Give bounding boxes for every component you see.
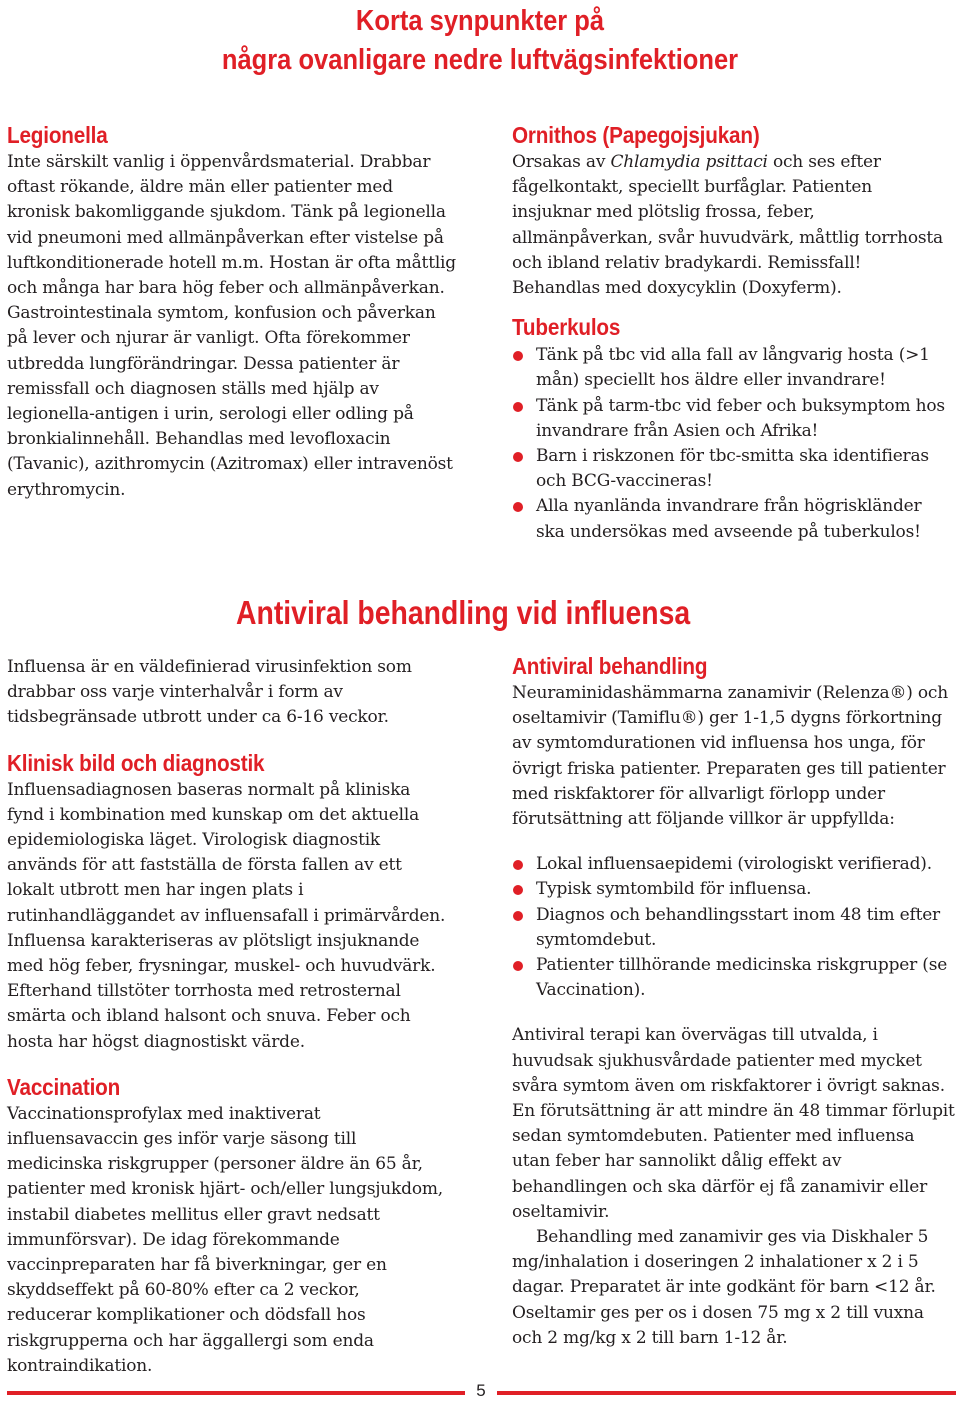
ornithos-text-after: och ses efter fågelkontakt, speciellt burfåglar. Patienten insjuknar med plötslig frossa, feber, allmänpåverkan, svår huvudvärk, måttlig torrhosta och ibland relativ bradykardi. Remissfall! Behandlas med doxycyklin (Doxyferm).: [512, 152, 943, 299]
influenza-section-title: Antiviral behandling vid influensa: [236, 594, 691, 631]
klinisk-text: Influensadiagnosen baseras normalt på kliniska fynd i kombination med kunskap om det aktuella epidemiologiska läget. Virologisk diagnostik används för att fastställa de första fallen av ett lokalt utbrott men har ingen plats i rutinhandläggandet av influensafall i primärvården. Influensa karakteriseras av plötsligt insjuknande med hög feber, frysningar, muskel- och huvudvärk. Efterhand tillstöter torrhosta med retrosternal smärta och ibland halsont och snuva. Feber och hosta har högst diagnostiskt värde.: [7, 779, 446, 1052]
klinisk-heading: Klinisk bild och diagnostik: [7, 749, 265, 776]
tuberkulos-item: Barn i riskzonen för tbc-smitta ska identifieras och BCG-vaccineras!: [512, 444, 952, 494]
antiviral-condition-item: Typisk symtombild för influensa.: [512, 877, 957, 902]
ornithos-text-before: Orsakas av: [512, 152, 611, 172]
page-title-line-2: några ovanligare nedre luftvägsinfektioner: [221, 44, 739, 76]
page-title-line-1: Korta synpunkter på: [355, 5, 605, 37]
page-title: [58, 2, 903, 80]
legionella-heading: Legionella: [7, 122, 108, 148]
vaccination-heading: Vaccination: [7, 1073, 121, 1100]
antiviral-column: [512, 652, 957, 1351]
tuberkulos-list: [512, 343, 952, 545]
antiviral-paragraph-3: Behandling med zanamivir ges via Diskhaler 5 mg/inhalation i doseringen 2 inhalationer x 2 i 5 dagar. Preparatet är inte godkänt för barn <12 år. Oseltamir ges per os i dosen 75 mg x 2 till vuxna och 2 mg/kg x 2 till barn 1-12 år.: [512, 1227, 936, 1348]
antiviral-paragraph-2: Antiviral terapi kan övervägas till utvalda, i huvudsak sjukhusvårdade patienter med mycket svåra symtom även om riskfaktorer i övrigt saknas. En förutsättning är att mindre än 48 timmar förlupit sedan symtomdebuten. Patienter med influensa utan feber har sannolikt dålig effekt av behandlingen och ska därför ej få zanamivir eller oseltamivir.: [512, 1025, 955, 1222]
legionella-section: [7, 121, 457, 503]
antiviral-condition-item: Lokal influensaepidemi (virologiskt verifierad).: [512, 852, 957, 877]
page-number: 5: [476, 1381, 486, 1400]
antiviral-conditions-list: [512, 852, 957, 1003]
tuberkulos-item: Alla nyanlända invandrare från högriskländer ska undersökas med avseende på tuberkulos!: [512, 494, 952, 544]
vaccination-text: Vaccinationsprofylax med inaktiverat influensavaccin ges inför varje säsong till medicinska riskgrupper (personer äldre än 65 år, patienter med kronisk hjärt- och/eller lungsjukdom, instabil diabetes mellitus eller gravt nedsatt immunförsvar). De idag förekommande vaccinpreparaten har få biverkningar, ger en skyddseffekt på 60-80% efter ca 2 veckor, reducerar komplikationer och dödsfall hos riskgrupperna och har äggallergi som enda kontraindikation.: [7, 1103, 443, 1376]
tuberkulos-item: Tänk på tarm-tbc vid feber och buksymptom hos invandrare från Asien och Afrika!: [512, 394, 952, 444]
legionella-text: Inte särskilt vanlig i öppenvårdsmaterial. Drabbar oftast rökande, äldre män eller patienter med kronisk bakomliggande sjukdom. Tänk på legionella vid pneumoni med allmänpåverkan efter vistelse på luftkonditionerade hotell m.m. Hostan är ofta måttlig och många har bara hög feber och allmänpåverkan. Gastrointestinala symtom, konfusion och påverkan på lever och njurar är vanligt. Ofta förekommer utbredda lungförändringar. Dessa patienter är remissfall och diagnosen ställs med hjälp av legionella-antigen i urin, serologi eller odling på bronkialinnehåll. Behandlas med levofloxacin (Tavanic), azithromycin (Azitromax) eller intravenöst erythromycin.: [7, 152, 456, 500]
antiviral-condition-item: Diagnos och behandlingsstart inom 48 tim efter symtomdebut.: [512, 903, 957, 953]
footer-rule-left: [7, 1391, 465, 1395]
footer-rule-right: [497, 1391, 956, 1395]
antiviral-condition-item: Patienter tillhörande medicinska riskgrupper (se Vaccination).: [512, 953, 957, 1003]
ornithos-organism: Chlamydia psittaci: [610, 152, 768, 172]
influenza-intro: Influensa är en väldefinierad virusinfektion som drabbar oss varje vinterhalvår i form av tidsbegränsade utbrott under ca 6-16 veckor.: [7, 657, 412, 728]
antiviral-heading: Antiviral behandling: [512, 653, 708, 679]
influenza-left-column: [7, 655, 447, 1379]
tuberkulos-heading: Tuberkulos: [512, 314, 621, 341]
antiviral-paragraph-1: Neuraminidashämmarna zanamivir (Relenza®) och oseltamivir (Tamiflu®) ger 1-1,5 dygns förkortning av symtomdurationen vid influensa hos unga, för övrigt friska patienter. Preparaten ges till patienter med riskfaktorer för allvarligt förlopp under förutsättning att följande villkor är uppfyllda:: [512, 683, 948, 830]
ornithos-text: [512, 150, 952, 301]
ornithos-heading: Ornithos (Papegojsjukan): [512, 122, 760, 148]
tuberkulos-item: Tänk på tbc vid alla fall av långvarig hosta (>1 mån) speciellt hos äldre eller invandrare!: [512, 343, 952, 393]
ornithos-section: [512, 121, 952, 545]
